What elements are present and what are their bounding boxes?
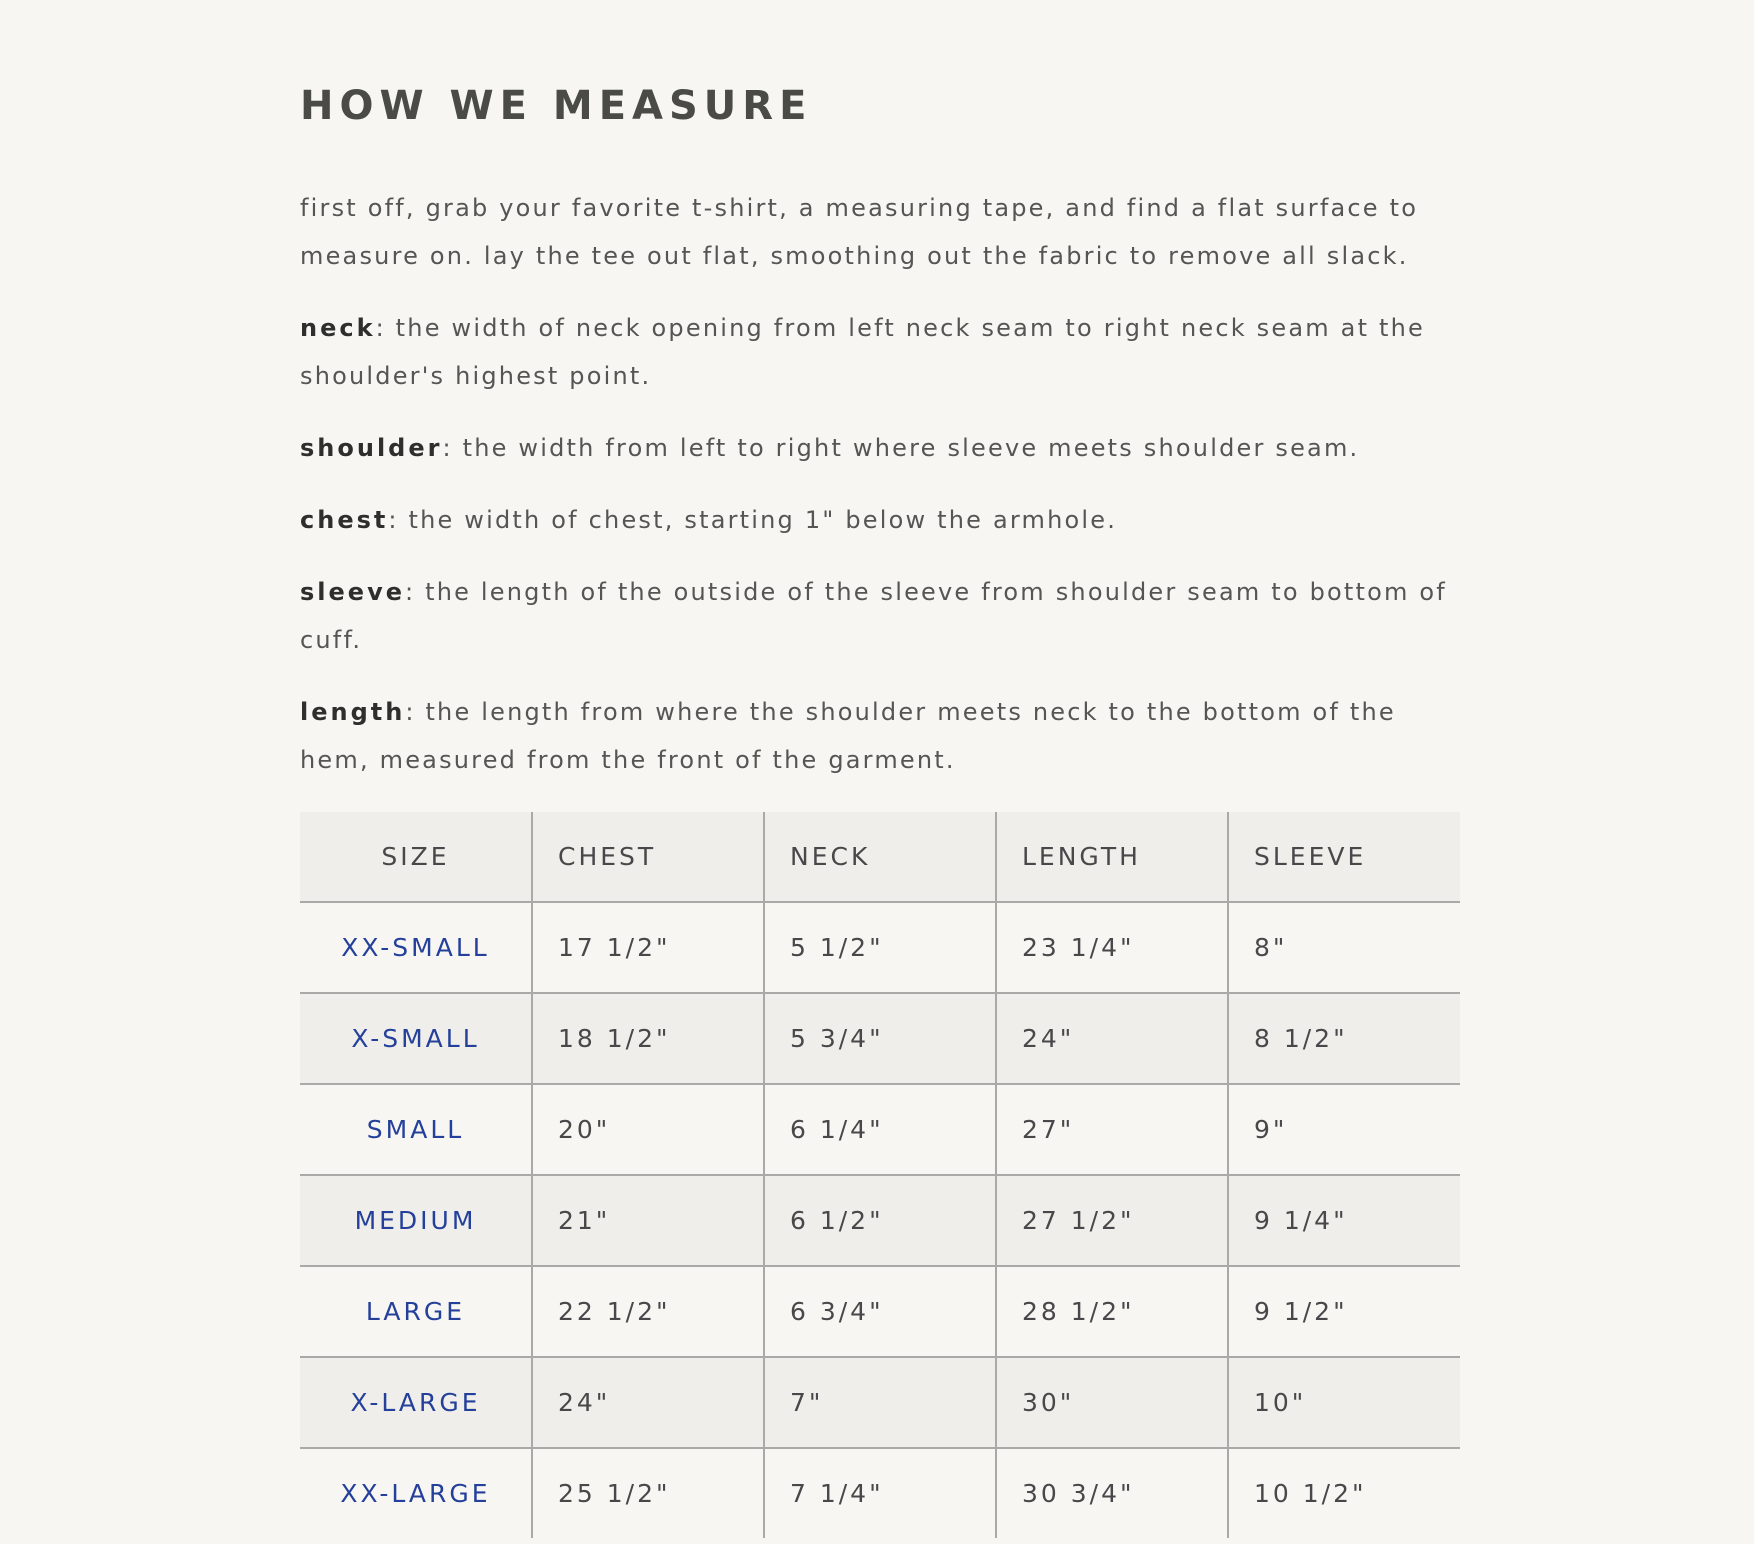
- size-link[interactable]: XX-LARGE: [300, 1448, 532, 1538]
- size-link[interactable]: X-SMALL: [300, 993, 532, 1084]
- definition-term: length: [300, 698, 406, 726]
- table-row: [300, 1084, 1460, 1175]
- neck-value: 5 3/4": [764, 993, 996, 1084]
- definition-term: neck: [300, 314, 376, 342]
- neck-value: 6 3/4": [764, 1266, 996, 1357]
- sleeve-value: 8 1/2": [1228, 993, 1460, 1084]
- size-link[interactable]: LARGE: [300, 1266, 532, 1357]
- header-size: SIZE: [300, 812, 532, 902]
- header-chest: CHEST: [532, 812, 764, 902]
- definition-term: shoulder: [300, 434, 443, 462]
- sleeve-value: 10 1/2": [1254, 1479, 1367, 1508]
- neck-value: 7": [764, 1357, 996, 1448]
- chest-value: 20": [532, 1084, 764, 1175]
- definition-chest: [300, 496, 1460, 544]
- definition-term: chest: [300, 506, 389, 534]
- neck-value: 6 1/4": [764, 1084, 996, 1175]
- header-length: LENGTH: [996, 812, 1228, 902]
- definition-shoulder: [300, 424, 1460, 472]
- chest-value: 22 1/2": [532, 1266, 764, 1357]
- table-row: [300, 1266, 1460, 1357]
- definition-text: : the length of the outside of the sleeve from shoulder seam to bottom of cuff.: [300, 578, 1447, 654]
- size-link[interactable]: SMALL: [300, 1084, 532, 1175]
- length-value: 23 1/4": [996, 902, 1228, 993]
- definition-text: : the length from where the shoulder meets neck to the bottom of the hem, measured from the front of the garment.: [300, 698, 1396, 774]
- size-link[interactable]: X-LARGE: [300, 1357, 532, 1448]
- definition-sleeve: [300, 568, 1460, 664]
- length-value: 27": [996, 1084, 1228, 1175]
- measure-section: [300, 84, 1460, 1538]
- sleeve-value: 9 1/4": [1228, 1175, 1460, 1266]
- neck-value: 7 1/4": [764, 1448, 996, 1538]
- header-neck: NECK: [764, 812, 996, 902]
- definition-term: sleeve: [300, 578, 405, 606]
- sleeve-value: 8": [1228, 902, 1460, 993]
- page-title: HOW WE MEASURE: [300, 83, 813, 129]
- size-chart-table: [300, 812, 1460, 1538]
- table-row: [300, 1448, 1460, 1538]
- length-value: 28 1/2": [996, 1266, 1228, 1357]
- table-row: [300, 993, 1460, 1084]
- sleeve-value: 9": [1228, 1084, 1460, 1175]
- definition-text: : the width of chest, starting 1" below the armhole.: [388, 506, 1118, 534]
- chest-value: 25 1/2": [532, 1448, 764, 1538]
- table-row: [300, 1357, 1460, 1448]
- table-header-row: [300, 812, 1460, 902]
- definition-neck: [300, 304, 1460, 400]
- intro-paragraph: first off, grab your favorite t-shirt, a measuring tape, and find a flat surface to measure on. lay the tee out flat, smoothing out the fabric to remove all slack.: [300, 194, 1419, 270]
- sleeve-value: 9 1/2": [1228, 1266, 1460, 1357]
- size-link[interactable]: XX-SMALL: [300, 902, 532, 993]
- header-sleeve: SLEEVE: [1228, 812, 1460, 902]
- definition-length: [300, 688, 1460, 784]
- table-row: [300, 902, 1460, 993]
- neck-value: 6 1/2": [764, 1175, 996, 1266]
- definition-text: : the width from left to right where sleeve meets shoulder seam.: [442, 434, 1360, 462]
- length-value: 30": [996, 1357, 1228, 1448]
- size-link[interactable]: MEDIUM: [300, 1175, 532, 1266]
- chest-value: 24": [532, 1357, 764, 1448]
- length-value: 27 1/2": [996, 1175, 1228, 1266]
- chest-value: 21": [532, 1175, 764, 1266]
- chest-value: 17 1/2": [532, 902, 764, 993]
- definition-text: : the width of neck opening from left neck seam to right neck seam at the shoulder's highest point.: [300, 314, 1425, 390]
- length-value: 24": [996, 993, 1228, 1084]
- length-value: 30 3/4": [996, 1448, 1228, 1538]
- neck-value: 5 1/2": [764, 902, 996, 993]
- table-row: [300, 1175, 1460, 1266]
- sleeve-value: 10": [1228, 1357, 1460, 1448]
- chest-value: 18 1/2": [532, 993, 764, 1084]
